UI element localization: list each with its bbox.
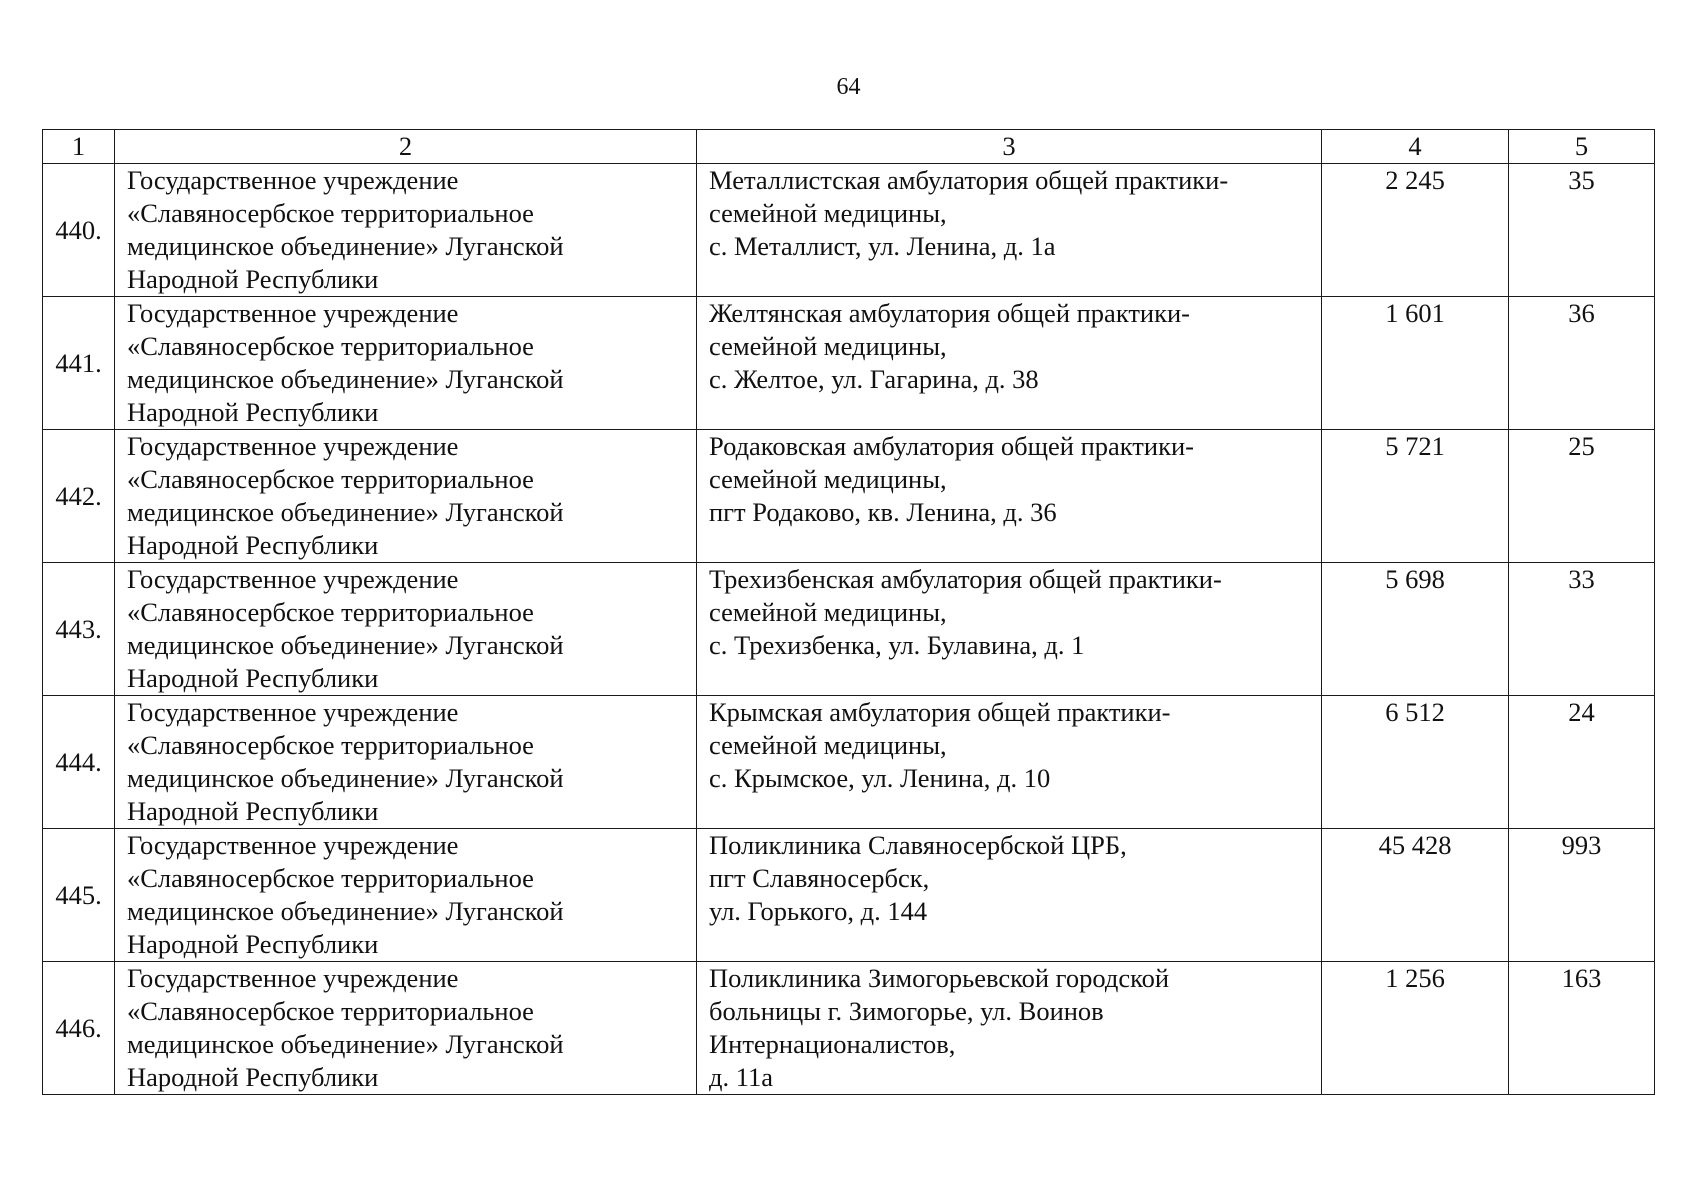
population-cell: 2 245: [1322, 164, 1509, 297]
organization-cell: [115, 829, 697, 962]
organization-line: Народной Республики: [127, 929, 379, 959]
organization-line: Государственное учреждение: [127, 431, 459, 461]
organization-line: Государственное учреждение: [127, 165, 459, 195]
population-cell: 1 601: [1322, 297, 1509, 430]
facility-address-line: с. Крымское, ул. Ленина, д. 10: [709, 763, 1051, 793]
facility-address-line: больницы г. Зимогорье, ул. Воинов: [709, 996, 1104, 1026]
organization-line: Народной Республики: [127, 663, 379, 693]
facility-address-cell: [697, 297, 1322, 430]
table-row: [43, 430, 1655, 563]
facility-address-line: Металлистская амбулатория общей практики-: [709, 165, 1229, 195]
organization-line: «Славяносербское территориальное: [127, 597, 534, 627]
row-number-cell: 444.: [43, 696, 115, 829]
row-number-cell: 441.: [43, 297, 115, 430]
facility-address-cell: [697, 164, 1322, 297]
row-number-cell: 443.: [43, 563, 115, 696]
organization-line: Народной Республики: [127, 397, 379, 427]
organization-cell: [115, 962, 697, 1095]
facility-address-line: с. Трехизбенка, ул. Булавина, д. 1: [709, 630, 1085, 660]
organization-line: Государственное учреждение: [127, 830, 459, 860]
population-cell: 5 698: [1322, 563, 1509, 696]
table-header-row: [43, 130, 1655, 164]
staff-cell: 993: [1509, 829, 1655, 962]
facility-address-line: Интернационалистов,: [709, 1029, 956, 1059]
column-header-population: 4: [1322, 130, 1509, 164]
facility-address-line: семейной медицины,: [709, 198, 947, 228]
organization-line: Народной Республики: [127, 264, 379, 294]
organization-line: Государственное учреждение: [127, 697, 459, 727]
facility-address-cell: [697, 829, 1322, 962]
population-cell: 45 428: [1322, 829, 1509, 962]
population-cell: 6 512: [1322, 696, 1509, 829]
facility-address-line: Трехизбенская амбулатория общей практики-: [709, 564, 1222, 594]
facility-address-cell: [697, 696, 1322, 829]
page-number: 64: [836, 74, 861, 100]
population-cell: 1 256: [1322, 962, 1509, 1095]
facility-address-line: с. Желтое, ул. Гагарина, д. 38: [709, 364, 1039, 394]
organization-cell: [115, 696, 697, 829]
facility-address-line: семейной медицины,: [709, 597, 947, 627]
organization-line: медицинское объединение» Луганской: [127, 896, 564, 926]
organization-line: медицинское объединение» Луганской: [127, 763, 564, 793]
organization-line: «Славяносербское территориальное: [127, 198, 534, 228]
organization-line: «Славяносербское территориальное: [127, 331, 534, 361]
organization-line: Государственное учреждение: [127, 298, 459, 328]
staff-cell: 25: [1509, 430, 1655, 563]
row-number-cell: 446.: [43, 962, 115, 1095]
table-row: [43, 563, 1655, 696]
staff-cell: 36: [1509, 297, 1655, 430]
staff-cell: 24: [1509, 696, 1655, 829]
organization-line: медицинское объединение» Луганской: [127, 1029, 564, 1059]
organization-line: Государственное учреждение: [127, 963, 459, 993]
staff-cell: 163: [1509, 962, 1655, 1095]
staff-cell: 33: [1509, 563, 1655, 696]
organization-line: Народной Республики: [127, 1062, 379, 1092]
organization-line: «Славяносербское территориальное: [127, 464, 534, 494]
organization-line: Народной Республики: [127, 796, 379, 826]
organization-line: Народной Республики: [127, 530, 379, 560]
column-header-staff: 5: [1509, 130, 1655, 164]
facility-address-line: семейной медицины,: [709, 464, 947, 494]
organization-line: «Славяносербское территориальное: [127, 730, 534, 760]
organization-cell: [115, 297, 697, 430]
column-header-number: 1: [43, 130, 115, 164]
row-number-cell: 445.: [43, 829, 115, 962]
facility-address-line: Поликлиника Зимогорьевской городской: [709, 963, 1170, 993]
facility-address-line: пгт Славяносербск,: [709, 863, 930, 893]
facilities-table: [42, 129, 1655, 1095]
organization-line: Государственное учреждение: [127, 564, 459, 594]
table-row: [43, 297, 1655, 430]
facility-address-line: ул. Горького, д. 144: [709, 896, 928, 926]
column-header-facility-address: 3: [697, 130, 1322, 164]
organization-line: «Славяносербское территориальное: [127, 863, 534, 893]
facility-address-line: Поликлиника Славяносербской ЦРБ,: [709, 830, 1127, 860]
facility-address-line: пгт Родаково, кв. Ленина, д. 36: [709, 497, 1057, 527]
organization-cell: [115, 164, 697, 297]
row-number-cell: 442.: [43, 430, 115, 563]
column-header-organization: 2: [115, 130, 697, 164]
facility-address-line: семейной медицины,: [709, 331, 947, 361]
organization-cell: [115, 430, 697, 563]
facility-address-line: с. Металлист, ул. Ленина, д. 1а: [709, 231, 1056, 261]
table-row: [43, 696, 1655, 829]
organization-line: «Славяносербское территориальное: [127, 996, 534, 1026]
facility-address-cell: [697, 430, 1322, 563]
population-cell: 5 721: [1322, 430, 1509, 563]
table-row: [43, 962, 1655, 1095]
row-number-cell: 440.: [43, 164, 115, 297]
organization-line: медицинское объединение» Луганской: [127, 497, 564, 527]
facility-address-line: Крымская амбулатория общей практики-: [709, 697, 1171, 727]
organization-line: медицинское объединение» Луганской: [127, 630, 564, 660]
organization-cell: [115, 563, 697, 696]
organization-line: медицинское объединение» Луганской: [127, 231, 564, 261]
facility-address-cell: [697, 563, 1322, 696]
staff-cell: 35: [1509, 164, 1655, 297]
facility-address-line: Желтянская амбулатория общей практики-: [709, 298, 1190, 328]
table-row: [43, 164, 1655, 297]
table-row: [43, 829, 1655, 962]
facility-address-line: д. 11а: [709, 1062, 774, 1092]
table-body: [43, 130, 1655, 1095]
organization-line: медицинское объединение» Луганской: [127, 364, 564, 394]
facility-address-cell: [697, 962, 1322, 1095]
facility-address-line: семейной медицины,: [709, 730, 947, 760]
facility-address-line: Родаковская амбулатория общей практики-: [709, 431, 1194, 461]
